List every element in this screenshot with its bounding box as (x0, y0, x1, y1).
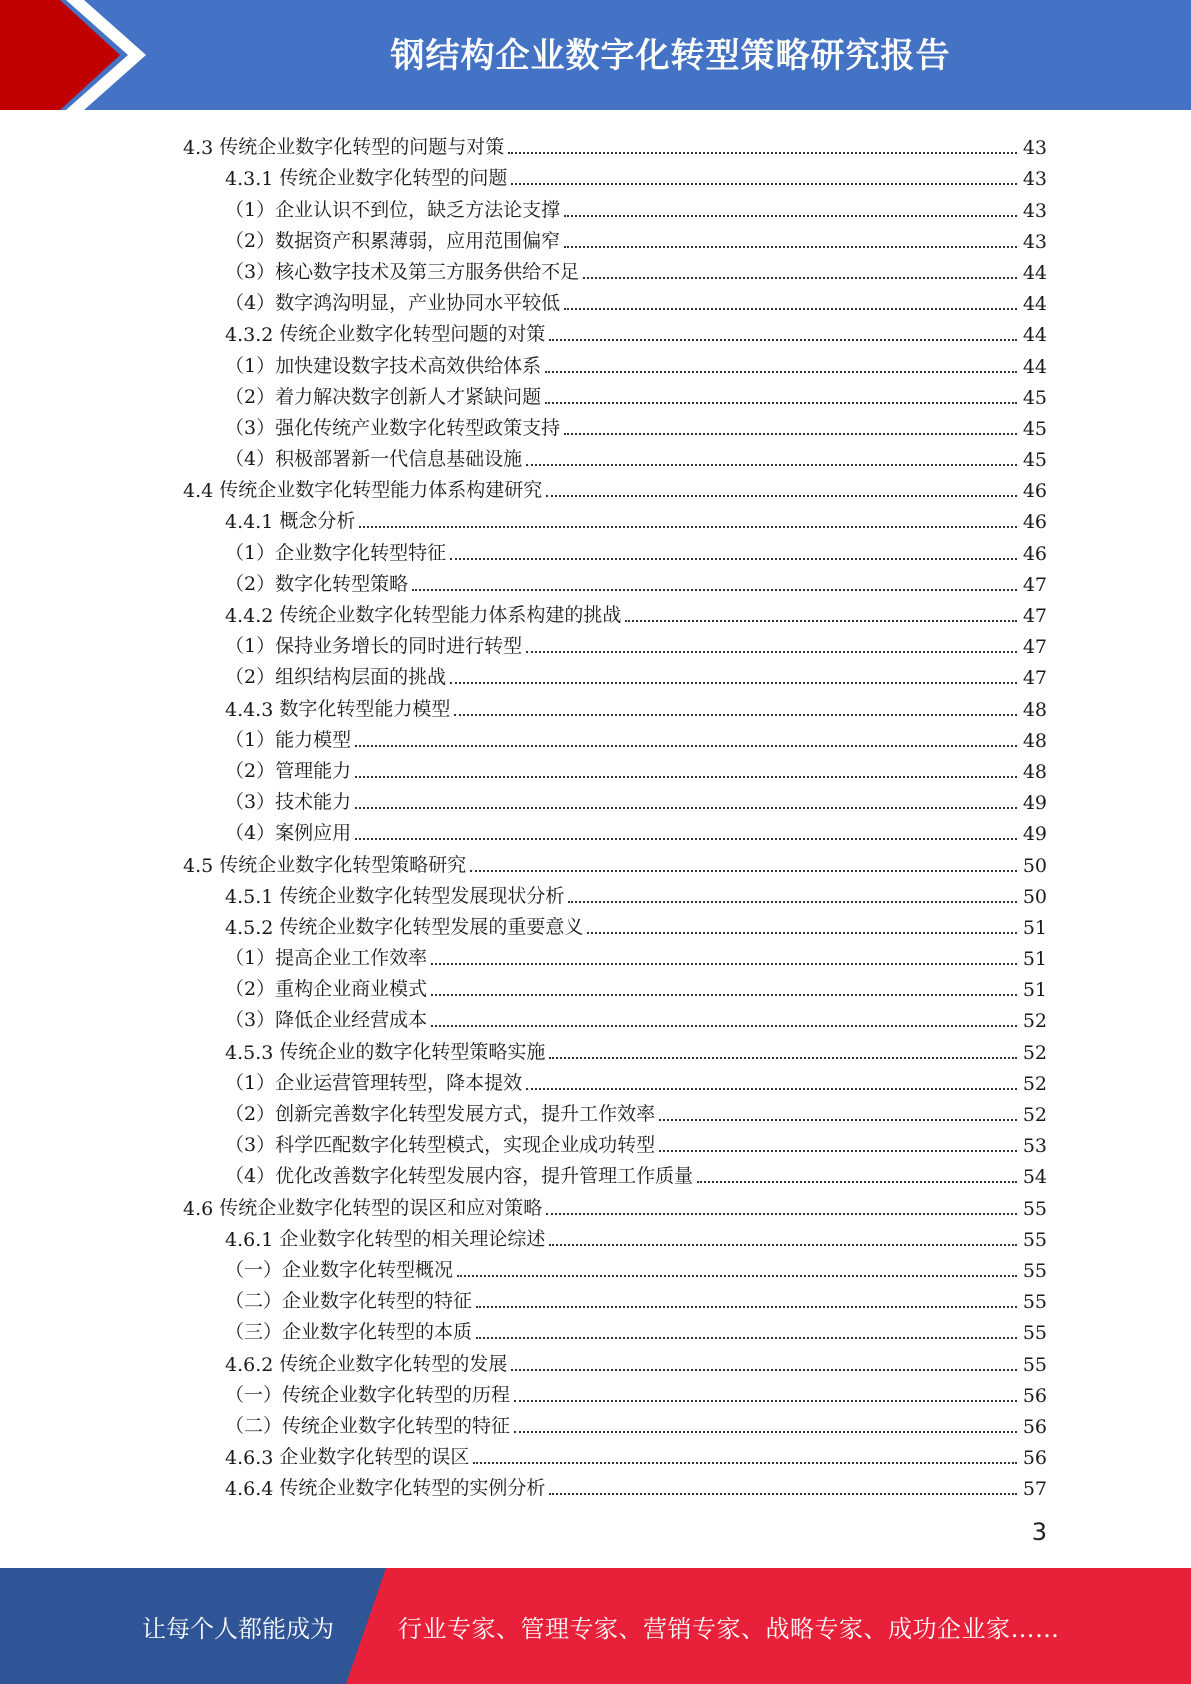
toc-entry-page: 48 (1022, 698, 1047, 721)
toc-entry[interactable] (183, 502, 1047, 533)
toc-dot-leader (549, 339, 1017, 341)
toc-entry[interactable] (183, 1188, 1047, 1219)
toc-dot-leader (526, 651, 1017, 653)
toc-dot-leader (355, 776, 1017, 778)
toc-entry[interactable] (183, 1064, 1047, 1095)
toc-entry-title: 数字化转型能力模型 (279, 697, 451, 720)
toc-entry-title: （二）传统企业数字化转型的特征 (225, 1414, 511, 1437)
toc-entry-title: （1）提高企业工作效率 (225, 947, 428, 970)
toc-entry-title: 传统企业数字化转型策略研究 (219, 853, 467, 876)
toc-entry[interactable] (183, 627, 1047, 658)
toc-entry[interactable] (183, 783, 1047, 814)
toc-entry-number: 4.6 (183, 1197, 214, 1220)
toc-entry-title: （1）企业认识不到位，缺乏方法论支撑 (225, 198, 561, 221)
toc-entry[interactable] (183, 190, 1047, 221)
toc-dot-leader (564, 215, 1017, 217)
toc-entry[interactable] (183, 814, 1047, 845)
toc-entry-title: （二）企业数字化转型的特征 (225, 1290, 473, 1313)
toc-entry-title: （3）技术能力 (225, 791, 352, 814)
toc-entry-title: 传统企业数字化转型的问题与对策 (219, 136, 505, 159)
toc-entry-page: 52 (1022, 1104, 1047, 1126)
toc-entry-title: 传统企业数字化转型能力体系构建的挑战 (279, 604, 622, 626)
toc-entry-title: （1）保持业务增长的同时进行转型 (225, 635, 523, 658)
toc-entry[interactable] (183, 689, 1047, 720)
page-number: 3 (1031, 1518, 1047, 1546)
toc-entry-page: 45 (1022, 449, 1047, 472)
toc-entry-number: 4.6.3 (225, 1447, 274, 1470)
toc-entry-number: 4.3.1 (225, 168, 274, 191)
toc-dot-leader (568, 901, 1017, 903)
toc-entry-title: 传统企业数字化转型的问题 (279, 167, 508, 190)
toc-entry-title: 传统企业数字化转型的误区和应对策略 (219, 1196, 543, 1219)
toc-entry-page: 57 (1022, 1478, 1047, 1501)
toc-entry-page: 49 (1022, 823, 1047, 846)
toc-entry[interactable] (183, 1032, 1047, 1063)
toc-entry-number: 4.5.1 (225, 885, 274, 908)
toc-dot-leader (450, 558, 1017, 560)
toc-dot-leader (355, 807, 1017, 809)
toc-entry[interactable] (183, 1407, 1047, 1438)
toc-entry[interactable] (183, 346, 1047, 377)
toc-dot-leader (659, 1119, 1017, 1121)
toc-entry-page: 49 (1022, 792, 1047, 815)
toc-entry[interactable] (183, 658, 1047, 689)
toc-entry[interactable] (183, 1376, 1047, 1407)
toc-dot-leader (549, 1057, 1017, 1059)
toc-entry[interactable] (183, 752, 1047, 783)
toc-entry-page: 55 (1022, 1353, 1047, 1376)
toc-entry-page: 55 (1022, 1259, 1047, 1282)
toc-entry-page: 51 (1022, 979, 1047, 1002)
table-of-contents (183, 128, 1047, 1500)
header-red-chevron-graphic (0, 0, 150, 110)
toc-entry-title: （3）科学匹配数字化转型模式，实现企业成功转型 (225, 1134, 656, 1157)
toc-entry-title: 传统企业数字化转型的发展 (279, 1352, 508, 1375)
toc-entry[interactable] (183, 1438, 1047, 1469)
toc-entry-title: （4）案例应用 (225, 822, 352, 845)
footer-slogan-right: 行业专家、管理专家、营销专家、战略专家、成功企业家…… (398, 1614, 1060, 1643)
toc-entry-number: 4.3 (183, 137, 214, 160)
toc-entry-page: 55 (1022, 1228, 1047, 1251)
toc-entry-page: 48 (1022, 729, 1047, 752)
toc-entry-page: 44 (1022, 355, 1047, 378)
toc-entry-page: 50 (1022, 885, 1047, 908)
toc-dot-leader (473, 1462, 1017, 1464)
toc-entry-title: （2）数据资产积累薄弱，应用范围偏窄 (225, 229, 561, 252)
page-footer (0, 1568, 1191, 1684)
toc-entry[interactable] (183, 1095, 1047, 1126)
toc-entry-title: （4）积极部署新一代信息基础设施 (225, 448, 523, 471)
toc-entry-page: 43 (1022, 199, 1047, 222)
toc-entry[interactable] (183, 440, 1047, 471)
toc-entry[interactable] (183, 908, 1047, 939)
toc-entry-page: 56 (1022, 1447, 1047, 1470)
toc-dot-leader (431, 963, 1017, 965)
report-title: 钢结构企业数字化转型策略研究报告 (390, 35, 951, 76)
toc-dot-leader (431, 994, 1017, 996)
toc-entry-title: 传统企业数字化转型发展现状分析 (279, 884, 565, 907)
toc-entry-title: 传统企业数字化转型问题的对策 (279, 323, 546, 346)
toc-dot-leader (526, 1088, 1017, 1090)
toc-entry-page: 51 (1022, 916, 1047, 939)
toc-entry-title: 传统企业数字化转型发展的重要意义 (279, 915, 584, 938)
toc-entry-title: （1）加快建设数字技术高效供给体系 (225, 354, 542, 377)
toc-entry-page: 52 (1022, 1072, 1047, 1095)
toc-dot-leader (545, 371, 1017, 373)
toc-entry-page: 48 (1022, 760, 1047, 783)
toc-entry-title: （1）企业运营管理转型，降本提效 (225, 1071, 523, 1094)
toc-entry-page: 52 (1022, 1041, 1047, 1064)
toc-dot-leader (564, 433, 1017, 435)
toc-entry-page: 43 (1022, 168, 1047, 191)
toc-entry-title: （4）优化改善数字化转型发展内容，提升管理工作质量 (225, 1165, 694, 1188)
toc-entry[interactable] (183, 471, 1047, 502)
toc-entry-title: （2）数字化转型策略 (225, 572, 409, 595)
toc-entry-title: （2）重构企业商业模式 (225, 978, 428, 1001)
toc-entry[interactable] (183, 1251, 1047, 1282)
toc-entry[interactable] (183, 222, 1047, 253)
toc-dot-leader (546, 1213, 1017, 1215)
toc-entry[interactable] (183, 1344, 1047, 1375)
toc-entry-page: 47 (1022, 573, 1047, 596)
toc-entry-title: （1）能力模型 (225, 728, 352, 751)
toc-entry[interactable] (183, 315, 1047, 346)
toc-dot-leader (511, 1369, 1017, 1371)
toc-entry-page: 55 (1022, 1291, 1047, 1314)
toc-entry[interactable] (183, 596, 1047, 627)
toc-dot-leader (457, 1275, 1017, 1277)
toc-entry-page: 45 (1022, 386, 1047, 409)
toc-entry-number: 4.5.3 (225, 1041, 274, 1064)
toc-entry[interactable] (183, 565, 1047, 596)
toc-dot-leader (355, 838, 1017, 840)
toc-entry-title: 企业数字化转型的误区 (279, 1446, 470, 1469)
toc-entry[interactable] (183, 1001, 1047, 1032)
toc-entry-page: 54 (1022, 1166, 1047, 1189)
toc-entry-number: 4.4.1 (225, 511, 274, 534)
toc-entry-title: （2）着力解决数字创新人才紧缺问题 (225, 385, 542, 408)
toc-dot-leader (511, 183, 1017, 185)
toc-entry-page: 44 (1022, 293, 1047, 316)
toc-dot-leader (583, 277, 1017, 279)
toc-entry-page: 55 (1022, 1322, 1047, 1345)
toc-entry-number: 4.3.2 (225, 324, 274, 347)
toc-entry-page: 45 (1022, 417, 1047, 440)
toc-entry-page: 56 (1022, 1415, 1047, 1438)
toc-entry-title: 传统企业数字化转型的实例分析 (279, 1477, 546, 1500)
toc-entry-title: （2）管理能力 (225, 759, 352, 782)
toc-dot-leader (514, 1431, 1017, 1433)
toc-dot-leader (659, 1150, 1017, 1152)
toc-entry[interactable] (183, 159, 1047, 190)
toc-dot-leader (412, 589, 1017, 591)
toc-entry-title: （2）组织结构层面的挑战 (225, 666, 447, 689)
toc-dot-leader (508, 152, 1017, 154)
toc-dot-leader (564, 246, 1017, 248)
toc-entry[interactable] (183, 284, 1047, 315)
toc-dot-leader (587, 932, 1017, 934)
toc-entry-title: （一）企业数字化转型概况 (225, 1258, 454, 1281)
toc-entry[interactable] (183, 877, 1047, 908)
toc-entry-title: （4）数字鸿沟明显，产业协同水平较低 (225, 292, 561, 315)
toc-entry-title: （1）企业数字化转型特征 (225, 541, 447, 564)
toc-entry-page: 43 (1022, 230, 1047, 253)
toc-entry[interactable] (183, 1126, 1047, 1157)
toc-entry-number: 4.6.4 (225, 1478, 274, 1501)
toc-dot-leader (454, 714, 1017, 716)
toc-entry[interactable] (183, 845, 1047, 876)
toc-dot-leader (476, 1337, 1017, 1339)
toc-entry-page: 46 (1022, 542, 1047, 565)
toc-entry-title: 企业数字化转型的相关理论综述 (279, 1227, 546, 1250)
toc-dot-leader (355, 745, 1017, 747)
toc-entry-page: 51 (1022, 948, 1047, 971)
toc-entry-title: （2）创新完善数字化转型发展方式，提升工作效率 (225, 1103, 656, 1125)
toc-entry[interactable] (183, 939, 1047, 970)
toc-entry-title: （3）核心数字技术及第三方服务供给不足 (225, 260, 580, 283)
toc-dot-leader (549, 1493, 1017, 1495)
toc-entry-page: 52 (1022, 1010, 1047, 1033)
toc-entry-page: 47 (1022, 636, 1047, 659)
toc-entry[interactable] (183, 1469, 1047, 1500)
toc-dot-leader (431, 1025, 1017, 1027)
toc-entry-page: 44 (1022, 261, 1047, 284)
toc-entry-page: 56 (1022, 1384, 1047, 1407)
toc-entry-title: 传统企业的数字化转型策略实施 (279, 1040, 546, 1063)
toc-entry-page: 43 (1022, 137, 1047, 160)
toc-entry-number: 4.5.2 (225, 916, 274, 939)
footer-slogan-left: 让每个人都能成为 (142, 1614, 334, 1643)
toc-entry-page: 53 (1022, 1135, 1047, 1158)
toc-entry-title: （3）降低企业经营成本 (225, 1009, 428, 1032)
toc-entry-number: 4.4.2 (225, 605, 274, 627)
toc-entry-page: 55 (1022, 1197, 1047, 1220)
toc-entry-number: 4.4 (183, 480, 214, 503)
toc-dot-leader (545, 402, 1017, 404)
toc-entry-title: 传统企业数字化转型能力体系构建研究 (219, 479, 543, 502)
toc-entry-title: （3）强化传统产业数字化转型政策支持 (225, 416, 561, 439)
toc-entry-page: 47 (1022, 667, 1047, 690)
toc-entry-number: 4.6.2 (225, 1353, 274, 1376)
toc-entry-title: （一）传统企业数字化转型的历程 (225, 1383, 511, 1406)
toc-entry-title: （三）企业数字化转型的本质 (225, 1321, 473, 1344)
toc-dot-leader (697, 1181, 1017, 1183)
toc-dot-leader (450, 682, 1017, 684)
toc-entry[interactable] (183, 1313, 1047, 1344)
toc-entry-number: 4.5 (183, 854, 214, 877)
toc-dot-leader (564, 308, 1017, 310)
toc-dot-leader (625, 620, 1017, 622)
toc-entry-number: 4.6.1 (225, 1228, 274, 1251)
page-header (0, 0, 1191, 110)
toc-entry-page: 44 (1022, 324, 1047, 347)
toc-entry[interactable] (183, 1282, 1047, 1313)
toc-dot-leader (470, 870, 1017, 872)
toc-dot-leader (549, 1244, 1017, 1246)
toc-entry-number: 4.4.3 (225, 698, 274, 721)
toc-dot-leader (526, 464, 1017, 466)
toc-entry-page: 46 (1022, 480, 1047, 503)
toc-entry[interactable] (183, 970, 1047, 1001)
toc-dot-leader (514, 1400, 1017, 1402)
toc-dot-leader (359, 526, 1017, 528)
toc-entry-page: 47 (1022, 605, 1047, 627)
toc-entry[interactable] (183, 533, 1047, 564)
toc-entry-page: 46 (1022, 511, 1047, 534)
toc-entry[interactable] (183, 1157, 1047, 1188)
toc-entry-page: 50 (1022, 854, 1047, 877)
toc-dot-leader (476, 1306, 1017, 1308)
toc-entry[interactable] (183, 1220, 1047, 1251)
toc-dot-leader (546, 495, 1017, 497)
toc-entry[interactable] (183, 378, 1047, 409)
toc-entry[interactable] (183, 409, 1047, 440)
toc-entry[interactable] (183, 128, 1047, 159)
toc-entry[interactable] (183, 721, 1047, 752)
toc-entry[interactable] (183, 253, 1047, 284)
toc-entry-title: 概念分析 (279, 510, 356, 533)
